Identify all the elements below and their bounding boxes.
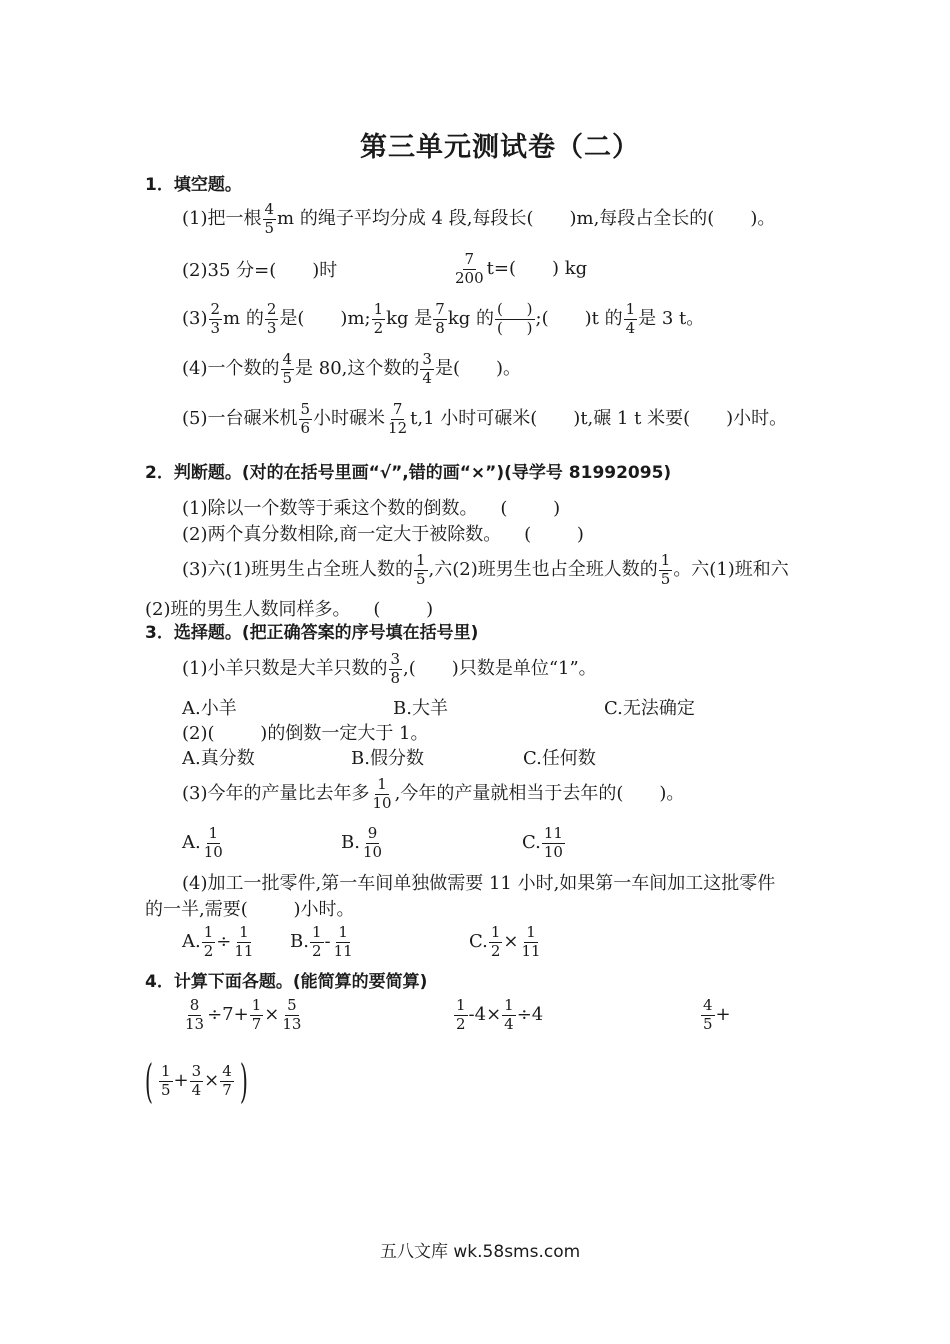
fraction: $\frac{1}{2}$ (373, 300, 384, 337)
fraction: $\frac{7}{200}$ (455, 250, 484, 287)
q1-5: (5)一台碾米机 $\frac{5}{6}$ 小时碾米 $\frac{7}{12}$ t,1 小时可碾米( )t,碾 1 t 米要( )小时。 (182, 400, 788, 437)
q3-1-option-a: A.小羊 (182, 698, 237, 719)
q1-2-part1: (2)35 分=( )时 (182, 260, 338, 281)
fraction: $\frac{7}{8}$ (435, 300, 445, 337)
q3-3-option-b: B. $\frac{9}{10}$ (341, 824, 383, 861)
fraction: $\frac{1}{2}$ (490, 923, 501, 960)
fraction: $\frac{1}{11}$ (234, 923, 254, 960)
fraction: $\frac{1}{2}$ (456, 996, 466, 1033)
fraction: $\frac{1}{2}$ (203, 923, 214, 960)
fraction: $\frac{1}{5}$ (660, 551, 671, 588)
q1-1: (1)把一根 $\frac{4}{5}$ m 的绳子平均分成 4 段,每段长( )m,每段占全长的( )。 (182, 200, 776, 237)
q3-3: (3)今年的产量比去年多 $\frac{1}{10}$ ,今年的产量就相当于去年的( )。 (182, 775, 685, 812)
fraction: $\frac{1}{4}$ (625, 300, 636, 337)
q3-2: (2)( )的倒数一定大于 1。 (182, 723, 429, 744)
fraction: $\frac{1}{11}$ (333, 923, 353, 960)
fraction: $\frac{9}{10}$ (362, 824, 383, 861)
fraction: $\frac{1}{5}$ (416, 551, 426, 588)
fraction: $\frac{1}{5}$ (160, 1061, 171, 1099)
fraction: $\frac{4}{5}$ (282, 350, 293, 387)
q3-4-option-a: A. $\frac{1}{2}$ ÷ $\frac{1}{11}$ (182, 923, 254, 960)
q3-4-option-b: B. $\frac{1}{2}$ - $\frac{1}{11}$ (290, 923, 353, 960)
fraction: $\frac{4}{5}$ (264, 200, 275, 237)
calc-1: $\frac{8}{13}$ ÷7+ $\frac{1}{7}$ × $\frac{5}{13}$ (185, 996, 302, 1033)
q3-2-option-b: B.假分数 (351, 748, 424, 769)
q3-3-option-c: C. $\frac{11}{10}$ (522, 824, 563, 861)
fraction: $\frac{1}{10}$ (203, 824, 223, 861)
fraction: $\frac{11}{10}$ (543, 824, 563, 861)
fraction: $\frac{7}{12}$ (388, 400, 408, 437)
calc-3: $\frac{4}{5}$ + (703, 996, 731, 1033)
blank-fraction: $\frac{( )}{( )}$ (496, 300, 533, 337)
calc-3-continued: ( $\frac{1}{5}$ + $\frac{3}{4}$ × $\frac{4}{7}$ ) (144, 1054, 248, 1108)
q3-1-option-b: B.大羊 (393, 698, 448, 719)
q1-3: (3) $\frac{2}{3}$ m 的 $\frac{2}{3}$ 是( )m; $\frac{1}{2}$ kg 是 $\frac{7}{8}$ kg 的 $\frac{( )}{( )}$ ;( )t 的 $\frac{1}{4}$ 是 3 t。 (182, 300, 705, 337)
q2-1: (1)除以一个数等于乘这个数的倒数。 ( ) (182, 498, 561, 519)
q2-2: (2)两个真分数相除,商一定大于被除数。 ( ) (182, 524, 584, 545)
fraction: $\frac{3}{4}$ (191, 1061, 202, 1099)
q2-3: (3)六(1)班男生占全班人数的 $\frac{1}{5}$ ,六(2)班男生也占全班人数的 $\frac{1}{5}$ 。六(1)班和六 (182, 551, 789, 588)
fraction: $\frac{8}{13}$ (185, 996, 205, 1033)
q1-4: (4)一个数的 $\frac{4}{5}$ 是 80,这个数的 $\frac{3}{4}$ 是( )。 (182, 350, 522, 387)
q3-4-continued: 的一半,需要( )小时。 (145, 899, 355, 920)
fraction: $\frac{1}{10}$ (372, 775, 392, 812)
page-title: 第三单元测试卷（二） (360, 132, 640, 163)
fraction: $\frac{1}{7}$ (251, 996, 262, 1033)
q2-3-continued: (2)班的男生人数同样多。 ( ) (145, 599, 434, 620)
section-2-heading: 2．判断题。(对的在括号里画“√”,错的画“×”)(导学号 81992095) (145, 463, 672, 483)
fraction: $\frac{2}{3}$ (210, 300, 221, 337)
fraction: $\frac{3}{8}$ (390, 650, 401, 687)
left-paren: ( (144, 1054, 154, 1108)
q1-2-part2: $\frac{7}{200}$ t=( ) kg (455, 250, 588, 287)
fraction: $\frac{4}{7}$ (222, 1061, 232, 1099)
q3-1-option-c: C.无法确定 (604, 698, 695, 719)
q3-1: (1)小羊只数是大羊只数的 $\frac{3}{8}$ ,( )只数是单位“1”。 (182, 650, 597, 687)
q3-4-option-c: C. $\frac{1}{2}$ × $\frac{1}{11}$ (469, 923, 541, 960)
q3-4: (4)加工一批零件,第一车间单独做需要 11 小时,如果第一车间加工这批零件 (182, 873, 776, 894)
section-1-heading: 1．填空题。 (145, 175, 242, 195)
q3-3-option-a: A. $\frac{1}{10}$ (182, 824, 223, 861)
fraction: $\frac{3}{4}$ (422, 350, 432, 387)
fraction: $\frac{5}{13}$ (282, 996, 302, 1033)
right-paren: ) (239, 1054, 248, 1108)
section-4-heading: 4．计算下面各题。(能简算的要简算) (145, 972, 428, 992)
fraction: $\frac{1}{2}$ (311, 923, 322, 960)
fraction: $\frac{1}{4}$ (504, 996, 514, 1033)
fraction: $\frac{5}{6}$ (300, 400, 311, 437)
calc-2: $\frac{1}{2}$ -4× $\frac{1}{4}$ ÷4 (456, 996, 544, 1033)
footer-watermark: 五八文库 wk.58sms.com (380, 1242, 581, 1262)
fraction: $\frac{1}{11}$ (521, 923, 541, 960)
q3-2-option-c: C.任何数 (523, 748, 596, 769)
fraction: $\frac{2}{3}$ (266, 300, 277, 337)
q3-2-option-a: A.真分数 (182, 748, 255, 769)
section-3-heading: 3．选择题。(把正确答案的序号填在括号里) (145, 623, 479, 643)
fraction: $\frac{4}{5}$ (703, 996, 713, 1033)
